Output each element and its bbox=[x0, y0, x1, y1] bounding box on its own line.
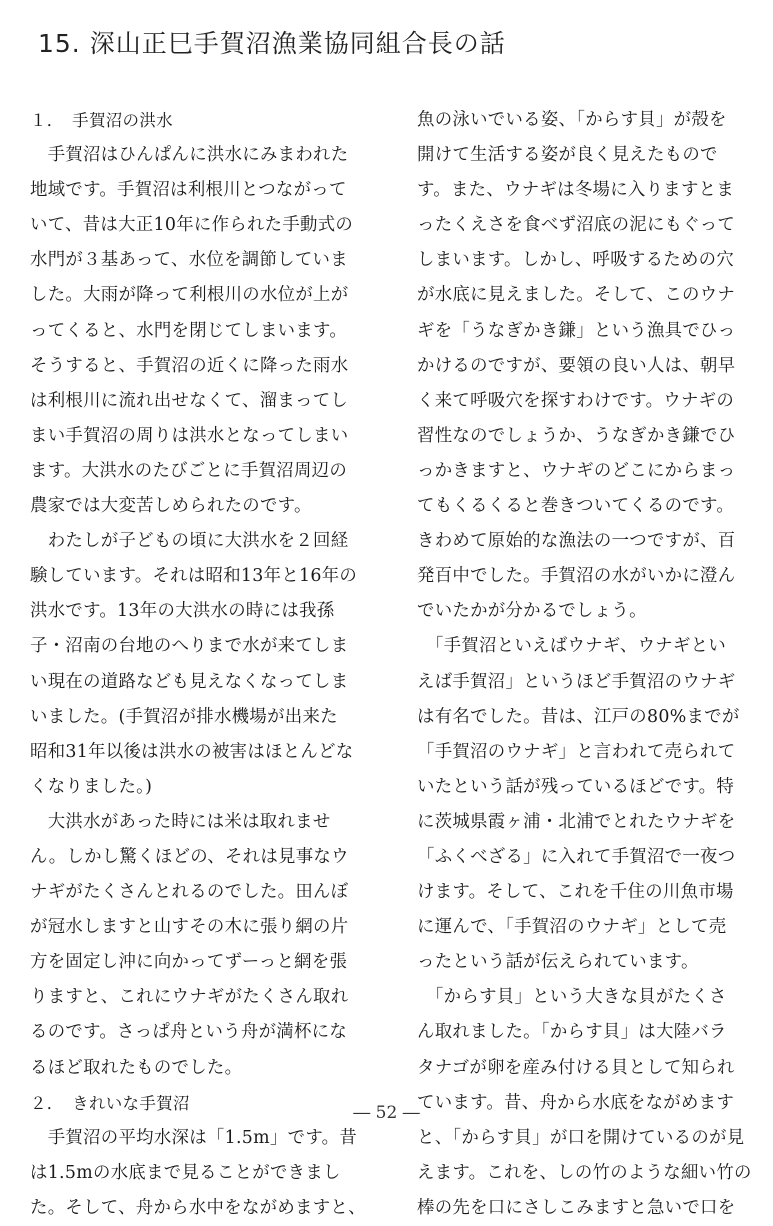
text-line: 「からす貝」という大きな貝がたくさ bbox=[417, 987, 727, 1008]
text-line: 棒の先を口にさしこみますと急いで口を bbox=[417, 1197, 736, 1218]
text-line: 験しています。それは昭和13年と16年の bbox=[30, 566, 358, 587]
text-line: 習性なのでしょうか、うなぎかき鎌でひ bbox=[417, 425, 736, 446]
text-line: かけるのですが、要領の良い人は、朝早 bbox=[417, 355, 736, 376]
page-title: 15. 深山正巳手賀沼漁業協同組合長の話 bbox=[38, 29, 506, 58]
right-column bbox=[417, 103, 767, 1226]
text-line: るのです。さっぱ舟という舟が満杯にな bbox=[30, 1022, 348, 1043]
text-line: てもくるくると巻きついてくるのです。 bbox=[417, 496, 735, 517]
text-line: わたしが子どもの頃に大洪水を２回経 bbox=[30, 531, 349, 552]
text-line: ています。昔、舟から水底をながめます bbox=[417, 1092, 735, 1113]
text-line: は有名でした。昔は、江戸の80%までが bbox=[417, 706, 740, 727]
text-line: 手賀沼はひんぱんに洪水にみまわれた bbox=[30, 145, 349, 166]
text-line: 農家では大変苦しめられたのです。 bbox=[30, 496, 312, 517]
text-line: 「ふくべざる」に入れて手賀沼で一夜つ bbox=[417, 846, 736, 867]
text-line: 手賀沼の平均水深は「1.5m」です。昔 bbox=[30, 1127, 358, 1148]
text-line: い現在の道路なども見えなくなってしま bbox=[30, 671, 349, 692]
text-line: りますと、これにウナギがたくさん取れ bbox=[30, 987, 349, 1008]
text-line: ってくると、水門を閉じてしまいます。 bbox=[30, 320, 348, 341]
text-line: ったという話が伝えられています。 bbox=[417, 952, 699, 973]
text-line: 水門が３基あって、水位を調節していま bbox=[30, 250, 348, 271]
text-line: くなりました。) bbox=[30, 776, 153, 797]
text-line: 子・沼南の台地のへりまで水が来てしま bbox=[30, 636, 349, 657]
text-line: えます。これを、しの竹のような細い竹の bbox=[417, 1162, 752, 1183]
text-line: ２． きれいな手賀沼 bbox=[30, 1093, 190, 1113]
text-line: は1.5mの水底まで見ることができまし bbox=[30, 1162, 341, 1183]
text-line: 魚の泳いでいる姿、「からす貝」が殻を bbox=[417, 110, 727, 130]
text-line: いました。(手賀沼が排水機場が出来た bbox=[30, 706, 338, 727]
text-line: きわめて原始的な漁法の一つですが、百 bbox=[417, 531, 736, 552]
text-line: っかきますと、ウナギのどこにからまっ bbox=[417, 460, 736, 481]
text-line: 開けて生活する姿が良く見えたもので bbox=[417, 145, 718, 166]
text-line: 洪水です。13年の大洪水の時には我孫 bbox=[30, 601, 335, 622]
text-line: けます。そして、これを千住の川魚市場 bbox=[417, 882, 734, 903]
text-line: した。大雨が降って利根川の水位が上が bbox=[30, 285, 349, 306]
text-line: が冠水しますと山すその木に張り網の片 bbox=[30, 917, 349, 938]
text-line: いたという話が残っているほどです。特 bbox=[417, 776, 735, 797]
text-line: タナゴが卵を産み付ける貝として知られ bbox=[417, 1057, 735, 1078]
text-line: に茨城県霞ヶ浦・北浦でとれたウナギを bbox=[417, 811, 736, 832]
text-line: えば手賀沼」というほど手賀沼のウナギ bbox=[417, 671, 736, 692]
text-line: ナギがたくさんとれるのでした。田んぼ bbox=[30, 882, 349, 903]
text-line: ます。大洪水のたびごとに手賀沼周辺の bbox=[30, 460, 348, 481]
text-line: た。そして、舟から水中をながめますと、 bbox=[30, 1197, 366, 1218]
page-number: ― 52 ― bbox=[353, 1103, 420, 1123]
text-line: 大洪水があった時には米は取れませ bbox=[30, 811, 331, 832]
text-line: 「手賀沼といえばウナギ、ウナギとい bbox=[417, 636, 727, 657]
text-line: に運んで、「手賀沼のウナギ」として売 bbox=[417, 917, 727, 938]
text-line: と、「からす貝」が口を開けているのが見 bbox=[417, 1127, 745, 1148]
text-line: ん取れました。「からす貝」は大陸バラ bbox=[417, 1022, 727, 1043]
text-line: 発百中でした。手賀沼の水がいかに澄ん bbox=[417, 566, 736, 587]
text-line: は利根川に流れ出せなくて、溜まってし bbox=[30, 390, 349, 411]
text-line: いて、昔は大正10年に作られた手動式の bbox=[30, 215, 354, 236]
text-line: ギを「うなぎかき鎌」という漁具でひっ bbox=[417, 320, 736, 341]
text-line: 昭和31年以後は洪水の被害はほとんどな bbox=[30, 741, 354, 762]
text-line: でいたかが分かるでしょう。 bbox=[417, 601, 647, 622]
text-line: １． 手賀沼の洪水 bbox=[30, 111, 173, 130]
text-line: そうすると、手賀沼の近くに降った雨水 bbox=[30, 355, 349, 376]
text-line: まい手賀沼の周りは洪水となってしまい bbox=[30, 425, 349, 446]
text-line: 「手賀沼のウナギ」と言われて売られて bbox=[417, 741, 736, 762]
text-line: す。また、ウナギは冬場に入りますとま bbox=[417, 180, 735, 201]
text-line: るほど取れたものでした。 bbox=[30, 1057, 243, 1078]
text-line: く来て呼吸穴を探すわけです。ウナギの bbox=[417, 390, 735, 411]
text-line: ん。しかし驚くほどの、それは見事なウ bbox=[30, 846, 349, 867]
text-line: 地域です。手賀沼は利根川とつながって bbox=[30, 180, 347, 201]
text-line: しまいます。しかし、呼吸するための穴 bbox=[417, 250, 735, 271]
left-column bbox=[30, 103, 380, 1226]
text-line: ったくえさを食べず沼底の泥にもぐって bbox=[417, 215, 736, 236]
text-line: が水底に見えました。そして、このウナ bbox=[417, 285, 736, 306]
text-line: 方を固定し沖に向かってずーっと網を張 bbox=[30, 952, 348, 973]
